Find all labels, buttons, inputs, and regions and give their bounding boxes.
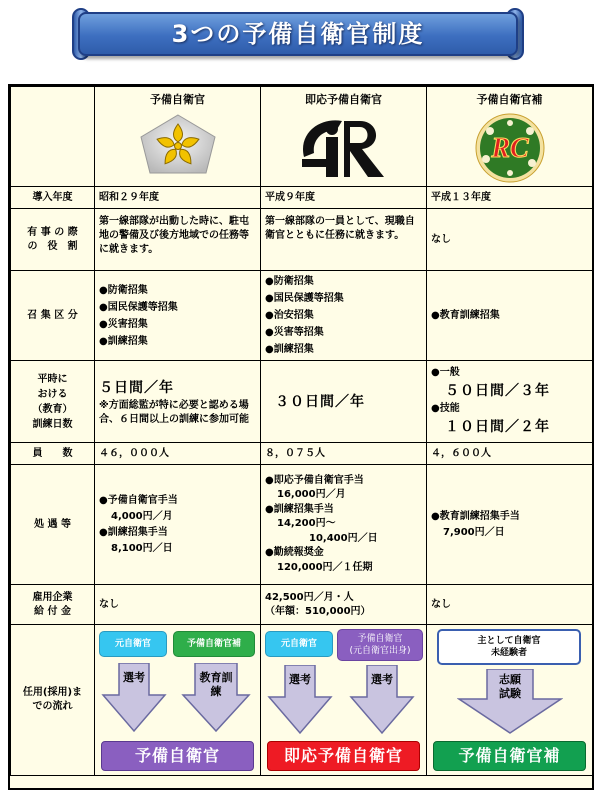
source-reserve-from-sdf [337, 629, 423, 661]
source-former-sdf-member: 元自衛官 [99, 631, 167, 657]
call-up-reserve [95, 271, 261, 361]
training-skill-label: ●技能 [431, 402, 460, 414]
result-reserve-candidate: 予備自衛官補 [433, 741, 586, 771]
treatment-amount: 7,900円／日 [443, 526, 505, 538]
members-reserve: ４６，０００人 [95, 443, 261, 465]
training-reserve-candidate [427, 361, 593, 443]
flow-reserve [95, 625, 261, 776]
source-inexperienced-applicant [437, 629, 581, 665]
label-employer-benefit [11, 585, 95, 625]
arrow-label: 志願 [499, 673, 521, 686]
treatment-item: ●予備自衛官手当 [99, 494, 178, 506]
label-training-line1: 平時に [37, 373, 68, 385]
label-employer-line2: 給 付 金 [34, 605, 71, 617]
treatment-amount: 4,000円／月 [111, 510, 173, 522]
arrow-label: 選考 [123, 671, 145, 684]
role-reserve-candidate: なし [427, 209, 593, 271]
training-general-days: ５０日間／３年 [445, 382, 550, 399]
source-former-sdf-member: 元自衛官 [265, 631, 333, 657]
call-up-reserve-candidate [427, 271, 593, 361]
ready-reserve-emblem-icon [296, 113, 392, 179]
training-general-label: ●一般 [431, 366, 460, 378]
row-call-up-category [11, 271, 593, 361]
reserve-candidate-emblem-icon [472, 113, 548, 183]
label-treatment: 処 遇 等 [11, 465, 95, 585]
members-ready-reserve: ８，０７５人 [261, 443, 427, 465]
column-title-reserve-candidate: 予備自衛官補 [476, 93, 543, 106]
call-up-item: ●防衛招集 [265, 276, 314, 287]
treatment-item: ●教育訓練招集手当 [431, 510, 520, 522]
column-header-reserve [95, 87, 261, 187]
arrow-application-exam [457, 669, 563, 735]
title-banner [78, 8, 518, 60]
training-reserve [95, 361, 261, 443]
row-members [11, 443, 593, 465]
label-flow-line1: 任用(採用)ま [22, 687, 83, 698]
treatment-amount: 120,000円／１任期 [277, 561, 373, 573]
role-reserve: 第一線部隊が出動した時に、駐屯地の警備及び後方地域での任務等に就きます。 [95, 209, 261, 271]
call-up-item: ●治安招集 [265, 310, 314, 321]
treatment-reserve [95, 465, 261, 585]
header-row [11, 87, 593, 187]
call-up-ready-reserve [261, 271, 427, 361]
source-sublabel: 未経験者 [490, 648, 527, 658]
treatment-ready-reserve [261, 465, 427, 585]
training-days-reserve: ５日間／年 [99, 379, 174, 396]
label-flow-line2: での流れ [32, 701, 73, 712]
treatment-item: ●訓練招集手当 [265, 503, 334, 515]
year-reserve: 昭和２９年度 [95, 187, 261, 209]
call-up-item: ●災害等招集 [265, 327, 324, 338]
arrow-label: 教育訓練 [199, 671, 233, 698]
call-up-item: ●国民保護等招集 [265, 293, 344, 304]
page-title: 3つの予備自衛官制度 [171, 20, 425, 48]
row-introduction-year [11, 187, 593, 209]
year-ready-reserve: 平成９年度 [261, 187, 427, 209]
treatment-amount: 16,000円／月 [277, 489, 346, 501]
comparison-table-frame [8, 84, 594, 790]
comparison-table [10, 86, 593, 776]
label-role-line2: の 役 割 [27, 240, 78, 252]
row-treatment [11, 465, 593, 585]
employer-benefit-reserve: なし [95, 585, 261, 625]
column-header-reserve-candidate [427, 87, 593, 187]
training-ready-reserve [261, 361, 427, 443]
result-reserve: 予備自衛官 [101, 741, 254, 771]
training-note-reserve: ※方面総監が特に必要と認める場合、６日間以上の訓練に参加可能 [99, 399, 249, 425]
source-label: 主として自衛官 [477, 636, 541, 646]
arrow-selection [101, 663, 167, 733]
column-title-ready-reserve: 即応予備自衛官 [305, 93, 382, 106]
treatment-item: ●訓練招集手当 [99, 526, 168, 538]
treatment-item: ●即応予備自衛官手当 [265, 474, 364, 486]
row-training-days [11, 361, 593, 443]
arrow-label: 試験 [499, 687, 521, 700]
label-employer-line1: 雇用企業 [32, 591, 73, 603]
treatment-amount: 14,200円～ [277, 518, 336, 530]
treatment-amount: 10,400円／日 [309, 532, 378, 544]
label-role [11, 209, 95, 271]
members-reserve-candidate: ４，６００人 [427, 443, 593, 465]
call-up-item: ●災害招集 [99, 318, 148, 330]
treatment-reserve-candidate [427, 465, 593, 585]
call-up-item: ●訓練招集 [99, 335, 148, 347]
source-label: 予備自衛官 [357, 634, 403, 644]
training-days-ready-reserve: ３０日間／年 [275, 393, 365, 410]
label-training-line4: 訓練日数 [32, 418, 73, 430]
row-role [11, 209, 593, 271]
employer-benefit-annual: （年額：510,000円） [265, 605, 371, 617]
label-training-days [11, 361, 95, 443]
arrow-label: 選考 [289, 673, 311, 686]
label-training-line3: （教育） [32, 403, 73, 415]
flow-reserve-candidate [427, 625, 593, 776]
arrow-label: 選考 [371, 673, 393, 686]
employer-benefit-ready-reserve [261, 585, 427, 625]
call-up-item: ●教育訓練招集 [431, 309, 500, 321]
arrow-selection [267, 665, 333, 735]
role-ready-reserve: 第一線部隊の一員として、現職自衛官とともに任務に就きます。 [261, 209, 427, 271]
row-appointment-flow [11, 625, 593, 776]
arrow-education-training [181, 663, 251, 733]
employer-benefit-monthly: 42,500円／月・人 [265, 591, 354, 603]
call-up-item: ●防衛招集 [99, 284, 148, 296]
employer-benefit-reserve-candidate: なし [427, 585, 593, 625]
label-training-line2: おける [37, 388, 68, 400]
call-up-item: ●国民保護等招集 [99, 301, 178, 313]
column-header-ready-reserve [261, 87, 427, 187]
source-sublabel: (元自衛官出身) [349, 646, 411, 656]
call-up-item: ●訓練招集 [265, 344, 314, 355]
label-members: 員 数 [11, 443, 95, 465]
reserve-emblem-icon [138, 113, 218, 175]
column-title-reserve: 予備自衛官 [150, 93, 205, 106]
source-reserve-candidate: 予備自衛官補 [173, 631, 255, 657]
label-appointment-flow [11, 625, 95, 776]
header-corner [11, 87, 95, 187]
training-skill-days: １０日間／２年 [445, 418, 550, 435]
treatment-amount: 8,100円／日 [111, 542, 173, 554]
result-ready-reserve: 即応予備自衛官 [267, 741, 420, 771]
rc-emblem-letters: RC [490, 133, 529, 164]
flow-ready-reserve [261, 625, 427, 776]
label-role-line1: 有 事 の 際 [27, 226, 78, 238]
year-reserve-candidate: 平成１３年度 [427, 187, 593, 209]
row-employer-benefit [11, 585, 593, 625]
treatment-item: ●勤続報奨金 [265, 547, 324, 559]
label-introduction-year: 導入年度 [11, 187, 95, 209]
label-call-up-category: 召 集 区 分 [11, 271, 95, 361]
arrow-selection-2 [349, 665, 415, 735]
